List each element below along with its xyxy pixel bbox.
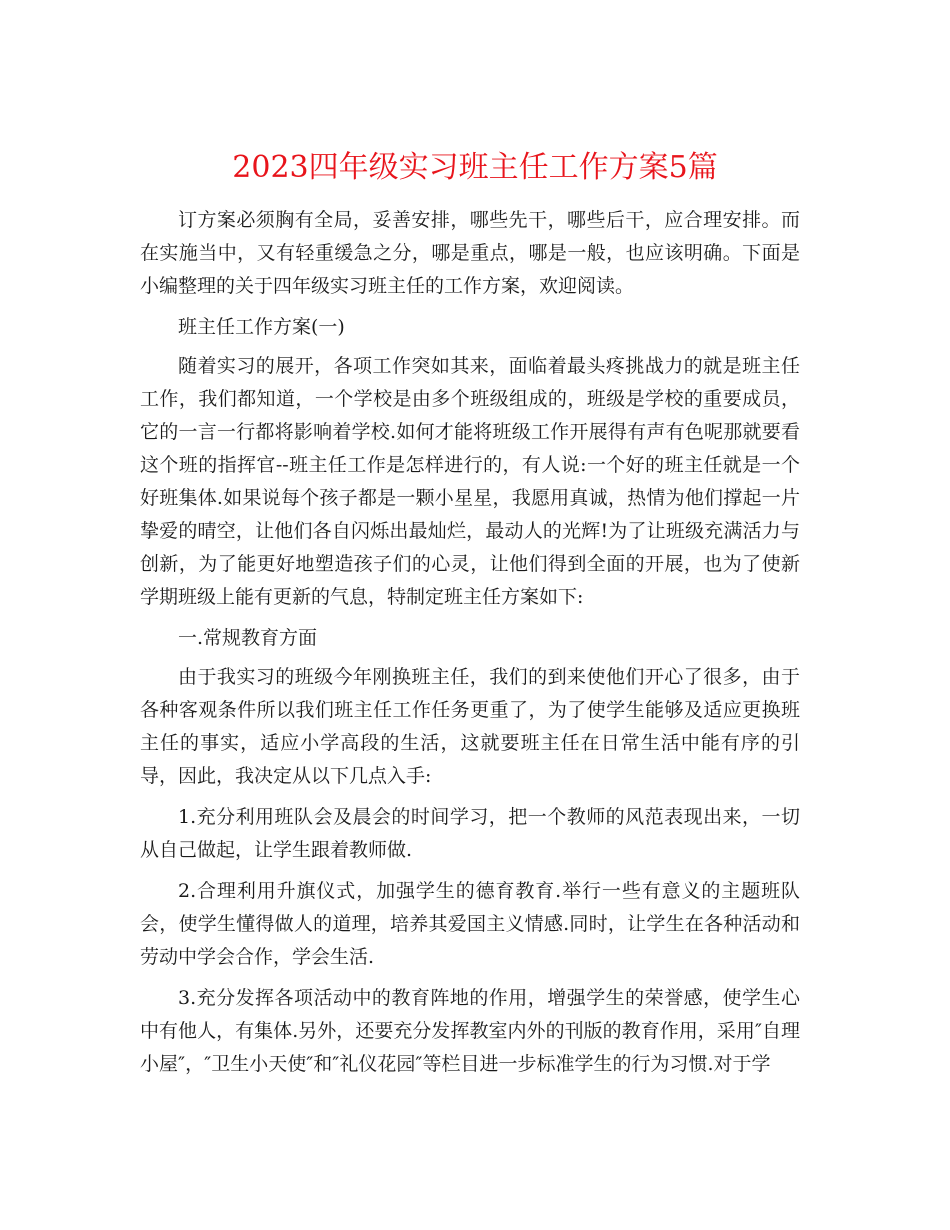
subsection-heading-routine-education: 一.常规教育方面 (178, 627, 318, 649)
routine-education-paragraph: 由于我实习的班级今年刚换班主任，我们的到来使他们开心了很多，由于各种客观条件所以我们班主任工作任务更重了，为了使学生能够及适应更换班主任的事实，适应小学高段的生活，这就要班主任在日常生活中能有序的引导，因此，我决定从以下几点入手: (140, 666, 800, 787)
section-heading-plan-one: 班主任工作方案(一) (178, 316, 345, 338)
list-item-3: 3.充分发挥各项活动中的教育阵地的作用，增强学生的荣誉感，使学生心中有他人，有集体.另外，还要充分发挥教室内外的刊版的教育作用，采用″自理小屋″，″卫生小天使″和″礼仪花园″等栏目进一步标准学生的行为习惯.对于学 (140, 987, 800, 1075)
document-body (140, 204, 800, 1089)
plan-one-paragraph: 随着实习的展开，各项工作突如其来，面临着最头疼挑战力的就是班主任工作，我们都知道，一个学校是由多个班级组成的，班级是学校的重要成员，它的一言一行都将影响着学校.如何才能将班级工作开展得有声有色呢那就要看这个班的指挥官--班主任工作是怎样进行的，有人说:一个好的班主任就是一个好班集体.如果说每个孩子都是一颗小星星，我愿用真诚，热情为他们撑起一片挚爱的晴空，让他们各自闪烁出最灿烂，最动人的光辉!为了让班级充满活力与创新，为了能更好地塑造孩子们的心灵，让他们得到全面的开展，也为了使新学期班级上能有更新的气息，特制定班主任方案如下: (140, 355, 800, 608)
list-item-2: 2.合理利用升旗仪式，加强学生的德育教育.举行一些有意义的主题班队会，使学生懂得做人的道理，培养其爱国主义情感.同时，让学生在各种活动和劳动中学会合作，学会生活. (140, 880, 800, 968)
intro-paragraph: 订方案必须胸有全局，妥善安排，哪些先干，哪些后干，应合理安排。而在实施当中，又有轻重缓急之分，哪是重点，哪是一般，也应该明确。下面是小编整理的关于四年级实习班主任的工作方案，欢迎阅读。 (140, 209, 800, 297)
document-title: 2023四年级实习班主任工作方案5篇 (232, 150, 718, 186)
list-item-1: 1.充分利用班队会及晨会的时间学习，把一个教师的风范表现出来，一切从自己做起，让学生跟着教师做. (140, 806, 800, 861)
